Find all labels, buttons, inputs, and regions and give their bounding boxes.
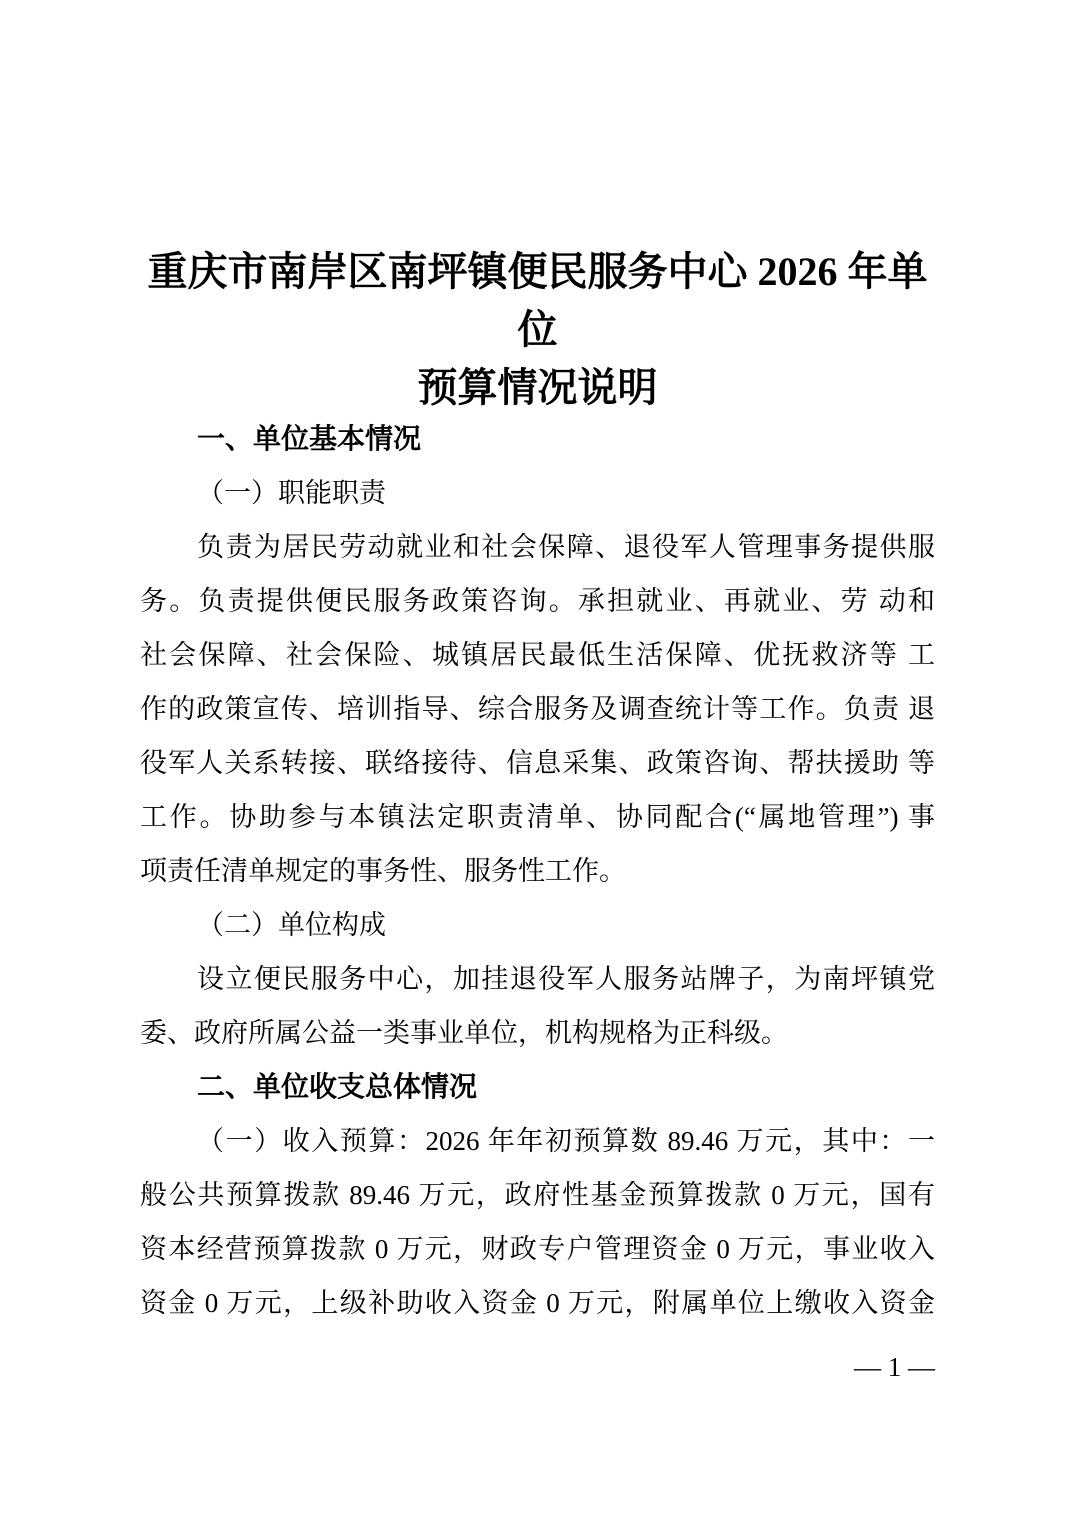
paragraph-line: 工作。协助参与本镇法定职责清单、协同配合(“属地管理”) 事 xyxy=(140,802,935,832)
paragraph-line: 役军人关系转接、联络接待、信息采集、政策咨询、帮扶援助 等 xyxy=(140,748,935,778)
section-heading: 一、单位基本情况 xyxy=(197,423,422,454)
paragraph-line: 作的政策宣传、培训指导、综合服务及调查统计等工作。负责 退 xyxy=(140,694,935,724)
title-line: 预算情况说明 xyxy=(417,365,658,410)
sub-heading: （一）职能职责 xyxy=(197,478,386,508)
paragraph-line: 资本经营预算拨款 0 万元，财政专户管理资金 0 万元，事业收入 xyxy=(140,1234,935,1264)
sub-heading: （二）单位构成 xyxy=(197,910,386,940)
paragraph-line: 务。负责提供便民服务政策咨询。承担就业、再就业、劳 动和 xyxy=(140,586,935,616)
document-body xyxy=(140,412,935,1330)
paragraph-line: 般公共预算拨款 89.46 万元，政府性基金预算拨款 0 万元，国有 xyxy=(140,1180,935,1210)
paragraph-line: 设立便民服务中心，加挂退役军人服务站牌子，为南坪镇党 xyxy=(197,964,935,994)
document-title xyxy=(140,243,935,417)
paragraph-line: 委、政府所属公益一类事业单位，机构规格为正科级。 xyxy=(140,1018,788,1048)
paragraph-line: 项责任清单规定的事务性、服务性工作。 xyxy=(140,856,626,886)
title-line: 重庆市南岸区南坪镇便民服务中心 2026 年单位 xyxy=(147,249,928,352)
page-number: — 1 — xyxy=(854,1352,935,1382)
paragraph-line: 资金 0 万元，上级补助收入资金 0 万元，附属单位上缴收入资金 xyxy=(140,1288,935,1318)
paragraph-line: 社会保障、社会保险、城镇居民最低生活保障、优抚救济等 工 xyxy=(140,640,935,670)
section-heading: 二、单位收支总体情况 xyxy=(197,1071,478,1102)
paragraph-line: （一）收入预算：2026 年年初预算数 89.46 万元，其中：一 xyxy=(197,1126,935,1156)
paragraph-line: 负责为居民劳动就业和社会保障、退役军人管理事务提供服 xyxy=(197,532,935,562)
